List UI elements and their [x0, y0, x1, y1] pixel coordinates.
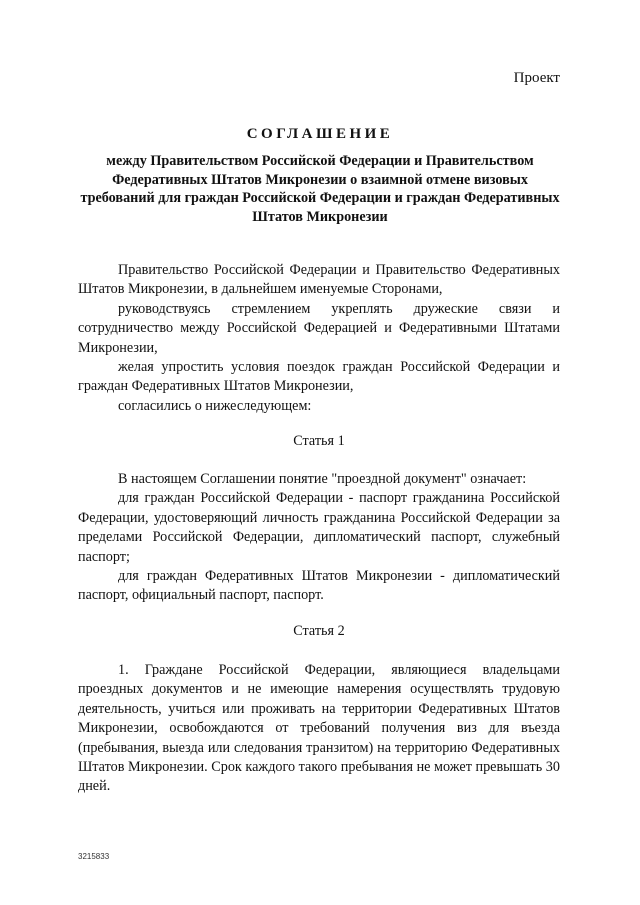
article-paragraph: 1. Граждане Российской Федерации, являющиеся владельцами проездных документов и не имеющие намерения осуществлять трудовую деятельность, учиться или проживать на территории Федеративных Штатов Микронезии, освобождаются от требований получения виз для въезда (пребывания, выезда или следования транзитом) на территорию Федеративных Штатов Микронезии. Срок каждого такого пребывания не может превышать 30 дней. [78, 662, 560, 795]
document-subtitle: между Правительством Российской Федерации и Правительством Федеративных Штатов Микронезии о взаимной отмене визовых требований для граждан Российской Федерации и граждан Федеративных Штатов Микронезии [80, 153, 560, 225]
article-paragraph: для граждан Российской Федерации - паспорт гражданина Российской Федерации, удостоверяющий личность гражданина Российской Федерации за пределами Российской Федерации, дипломатический паспорт, служебный паспорт; [78, 490, 560, 565]
preamble-paragraph: желая упростить условия поездок граждан Российской Федерации и граждан Федеративных Штатов Микронезии, [78, 359, 560, 395]
document-title: СОГЛАШЕНИЕ [246, 126, 394, 142]
document-code: 3215833 [78, 852, 110, 861]
preamble-paragraph: Правительство Российской Федерации и Правительство Федеративных Штатов Микронезии, в дальнейшем именуемые Сторонами, [78, 262, 560, 298]
draft-label: Проект [513, 70, 560, 86]
article-1 [78, 432, 560, 451]
article-2 [78, 622, 560, 641]
article-heading: Статья 1 [293, 433, 345, 449]
preamble-paragraph: руководствуясь стремлением укреплять дружеские связи и сотрудничество между Российской Федерацией и Федеративными Штатами Микронезии, [78, 300, 560, 356]
article-2-body [78, 661, 560, 797]
preamble-paragraph: согласились о нижеследующем: [118, 397, 312, 414]
preamble [78, 261, 560, 416]
article-1-body [78, 470, 560, 606]
article-paragraph: для граждан Федеративных Штатов Микронезии - дипломатический паспорт, официальный паспорт, паспорт. [78, 568, 560, 604]
article-paragraph: В настоящем Соглашении понятие "проездной документ" означает: [118, 471, 527, 487]
article-heading: Статья 2 [293, 623, 345, 639]
